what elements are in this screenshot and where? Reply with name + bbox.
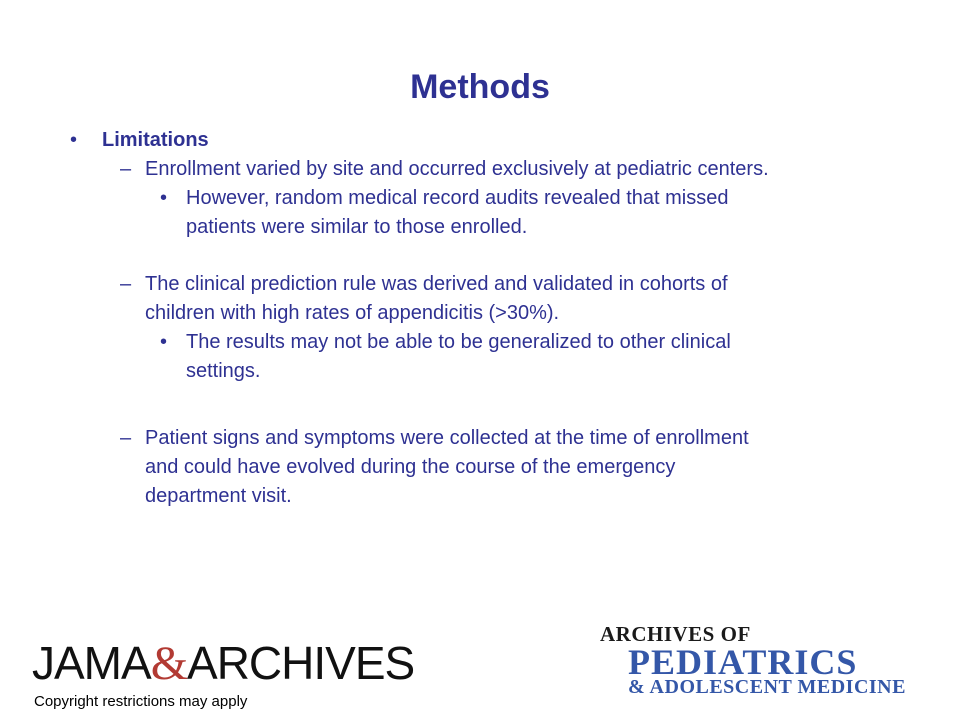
sub-bullet-marker: • bbox=[160, 187, 168, 209]
dash-marker: – bbox=[120, 273, 132, 295]
item-1-sub-line-1: However, random medical record audits revealed that missed bbox=[186, 187, 729, 209]
bullet-marker: • bbox=[70, 129, 78, 151]
item-2-sub-line-2: settings. bbox=[186, 360, 261, 382]
item-1-sub-line-2: patients were similar to those enrolled. bbox=[186, 216, 528, 238]
jama-logo-ampersand: & bbox=[150, 637, 188, 690]
section-heading: Limitations bbox=[102, 129, 209, 151]
item-1-line-1: Enrollment varied by site and occurred exclusively at pediatric centers. bbox=[145, 158, 769, 180]
item-2-line-2: children with high rates of appendicitis (>30%). bbox=[145, 302, 560, 324]
archives-logo-text: ARCHIVES bbox=[187, 637, 415, 689]
jama-archives-logo bbox=[32, 636, 414, 691]
item-3-line-1: Patient signs and symptoms were collected at the time of enrollment bbox=[145, 427, 749, 449]
jama-logo-text: JAMA bbox=[32, 637, 151, 689]
copyright-notice: Copyright restrictions may apply bbox=[34, 693, 248, 710]
sub-bullet-marker: • bbox=[160, 331, 168, 353]
peds-logo-bottom: & ADOLESCENT MEDICINE bbox=[628, 676, 906, 698]
dash-marker: – bbox=[120, 427, 132, 449]
item-2-line-1: The clinical prediction rule was derived and validated in cohorts of bbox=[145, 273, 728, 295]
item-2-sub-line-1: The results may not be able to be generalized to other clinical bbox=[186, 331, 731, 353]
item-3-line-3: department visit. bbox=[145, 485, 292, 507]
peds-logo-main: PEDIATRICS bbox=[628, 642, 858, 682]
item-3-line-2: and could have evolved during the course of the emergency bbox=[145, 456, 676, 478]
dash-marker: – bbox=[120, 158, 132, 180]
peds-logo-top: ARCHIVES OF bbox=[600, 622, 751, 646]
slide-title: Methods bbox=[410, 68, 550, 106]
